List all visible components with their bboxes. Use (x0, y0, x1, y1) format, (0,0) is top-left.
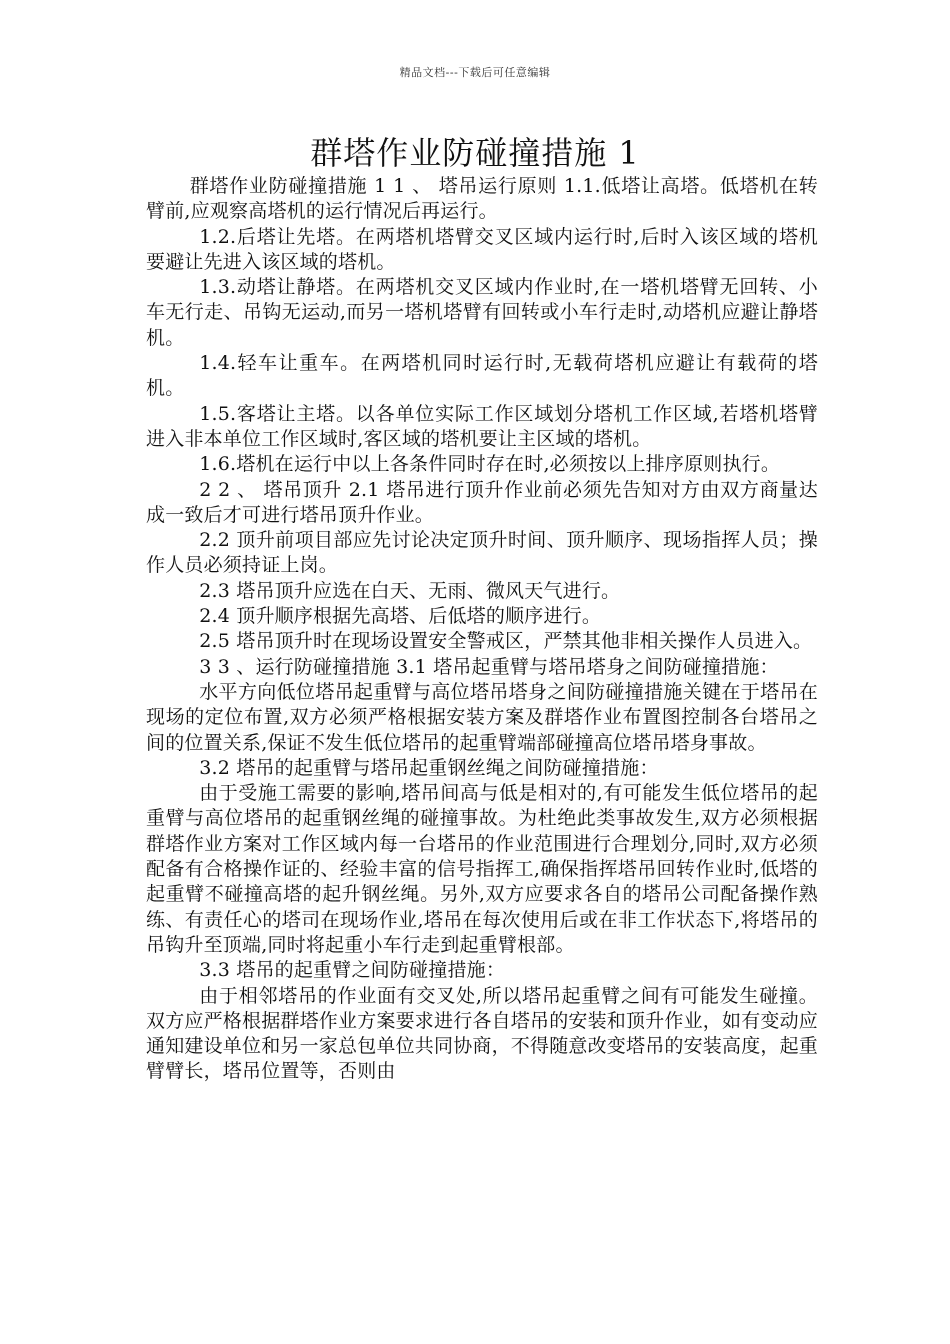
paragraph: 由于相邻塔吊的作业面有交叉处,所以塔吊起重臂之间有可能发生碰撞。双方应严格根据群塔作业方案要求进行各自塔吊的安装和顶升作业，如有变动应通知建设单位和另一家总包单位共同协商，不得随意改变塔吊的安装高度，起重臂臂长，塔吊位置等，否则由 (146, 984, 819, 1083)
paragraph: 3.3 塔吊的起重臂之间防碰撞措施： (199, 959, 506, 982)
paragraph: 2.5 塔吊顶升时在现场设置安全警戒区，严禁其他非相关操作人员进入。 (199, 630, 813, 653)
paragraph: 2.4 顶升顺序根据先高塔、后低塔的顺序进行。 (199, 605, 602, 628)
document-title: 群塔作业防碰撞措施 1 (310, 134, 640, 172)
paragraph: 2.2 顶升前项目部应先讨论决定顶升时间、顶升顺序、现场指挥人员；操作人员必须持证上岗。 (146, 529, 818, 577)
paragraph: 由于受施工需要的影响,塔吊间高与低是相对的,有可能发生低位塔吊的起重臂与高位塔吊的起重钢丝绳的碰撞事故。为杜绝此类事故发生,双方必须根据群塔作业方案对工作区域内每一台塔吊的作业范围进行合理划分,同时,双方必须配备有合格操作证的、经验丰富的信号指挥工,确保指挥塔吊回转作业时,低塔的起重臂不碰撞高塔的起升钢丝绳。另外,双方应要求各自的塔吊公司配备操作熟练、有责任心的塔司在现场作业,塔吊在每次使用后或在非工作状态下,将塔吊的吊钩升至顶端,同时将起重小车行走到起重臂根部。 (146, 782, 818, 956)
paragraph: 1.5.客塔让主塔。以各单位实际工作区域划分塔机工作区域,若塔机塔臂进入非本单位工作区域时,客区域的塔机要让主区域的塔机。 (146, 402, 818, 450)
paragraph: 3 3 、运行防碰撞措施 3.1 塔吊起重臂与塔吊塔身之间防碰撞措施： (199, 655, 779, 678)
header-note: 精品文档---下载后可任意编辑 (399, 66, 551, 79)
document-body (146, 174, 818, 1085)
paragraph: 3.2 塔吊的起重臂与塔吊起重钢丝绳之间防碰撞措施： (199, 756, 659, 779)
paragraph: 2 2 、 塔吊顶升 2.1 塔吊进行顶升作业前必须先告知对方由双方商量达成一致后才可进行塔吊顶升作业。 (146, 478, 818, 526)
paragraph: 群塔作业防碰撞措施 1 1 、 塔吊运行原则 1.1.低塔让高塔。低塔机在转臂前,应观察高塔机的运行情况后再运行。 (146, 175, 818, 223)
paragraph: 水平方向低位塔吊起重臂与高位塔吊塔身之间防碰撞措施关键在于塔吊在现场的定位布置,双方必须严格根据安装方案及群塔作业布置图控制各台塔吊之间的位置关系,保证不发生低位塔吊的起重臂端部碰撞高位塔吊塔身事故。 (146, 680, 818, 754)
paragraph: 1.6.塔机在运行中以上各条件同时存在时,必须按以上排序原则执行。 (199, 453, 781, 476)
paragraph: 1.2.后塔让先塔。在两塔机塔臂交叉区域内运行时,后时入该区域的塔机要避让先进入该区域的塔机。 (146, 225, 818, 273)
paragraph: 1.4.轻车让重车。在两塔机同时运行时,无载荷塔机应避让有载荷的塔机。 (146, 352, 818, 400)
paragraph: 2.3 塔吊顶升应选在白天、无雨、微风天气进行。 (199, 579, 621, 602)
paragraph: 1.3.动塔让静塔。在两塔机交叉区域内作业时,在一塔机塔臂无回转、小车无行走、吊钩无运动,而另一塔机塔臂有回转或小车行走时,动塔机应避让静塔机。 (146, 276, 818, 349)
